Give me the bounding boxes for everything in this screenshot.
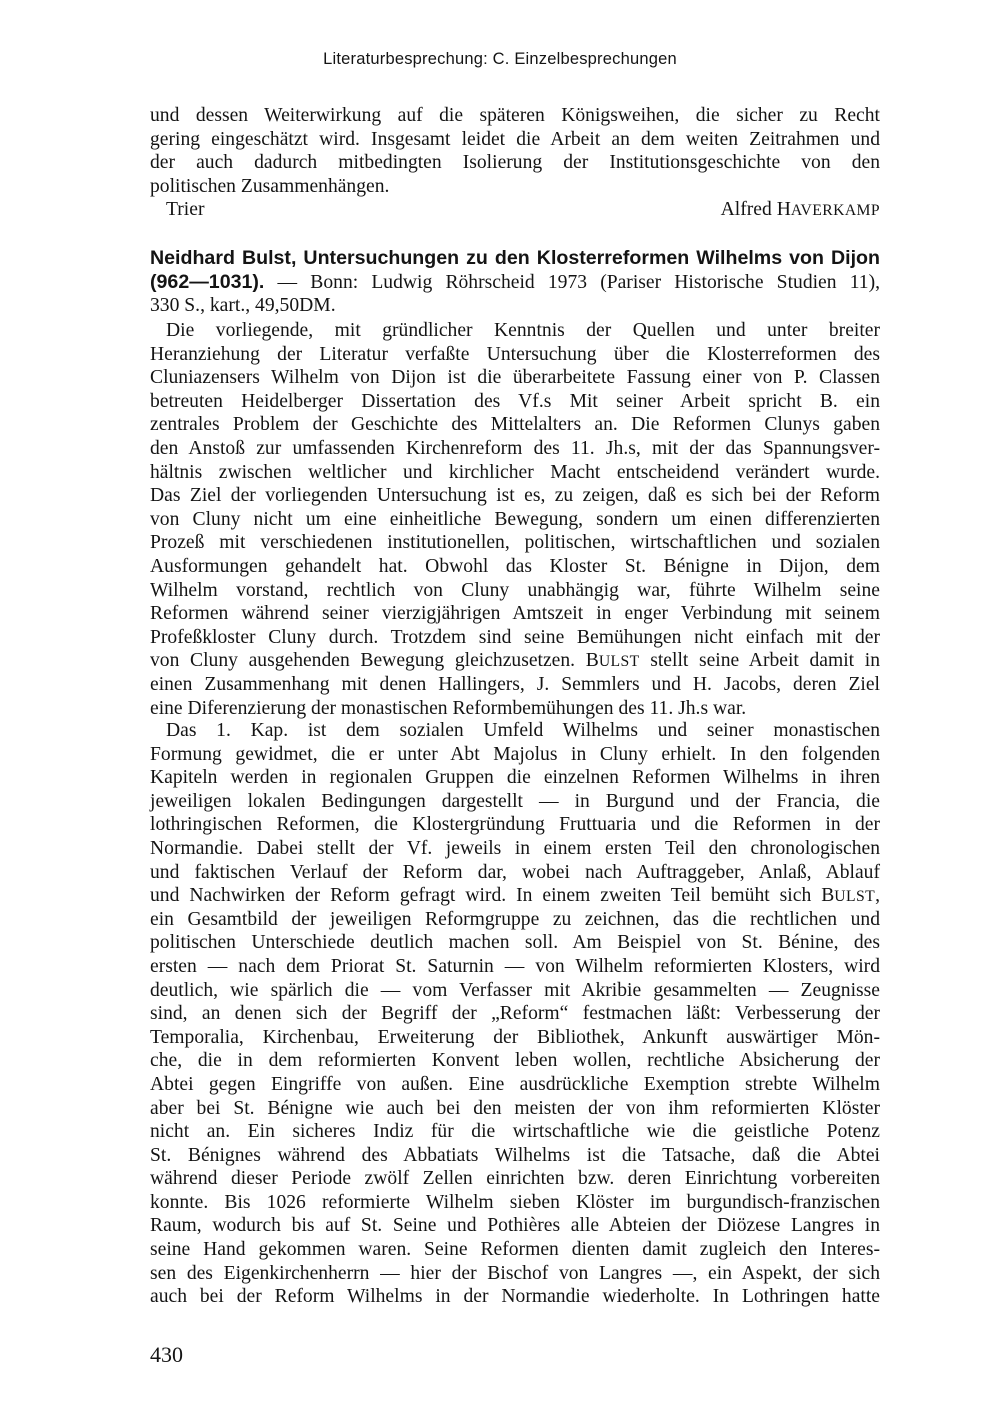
signature-place: Trier [166, 199, 205, 220]
body-paragraph-2 [150, 719, 880, 1309]
body-line: Formung gewidmet, die er unter Abt Majolus in Cluny erhielt. In den folgenden [150, 743, 880, 765]
body-line: hältnis zwischen weltlicher und kirchlicher Macht entscheidend verändert wurde. [150, 461, 880, 483]
intro-line: und dessen Weiterwirkung auf die späteren Königsweihen, die sicher zu Recht [150, 105, 880, 126]
body-line: Raum, wodurch bis auf St. Seine und Pothières alle Abteien der Diözese Langres in [150, 1215, 880, 1237]
body-line: Abtei gegen Eingriffe von außen. Eine ausdrückliche Exemption strebte Wilhelm [150, 1073, 880, 1095]
running-head: Literaturbesprechung: C. Einzelbesprechungen [323, 50, 677, 68]
body-line: Profeßkloster Cluny durch. Trotzdem sind seine Bemühungen nicht einfach mit der [150, 626, 880, 648]
body-line: sen des Eigenkirchenherrn — hier der Bischof von Langres —, ein Aspekt, der sich [150, 1262, 880, 1284]
intro-paragraph [150, 104, 880, 198]
body-line: und faktischen Verlauf der Reform dar, wobei nach Auftraggeber, Anlaß, Ablauf [150, 861, 880, 883]
body-line: nicht an. Ein sicheres Indiz für die wirtschaftliche wie die geistliche Potenz [150, 1121, 880, 1143]
body-line: Die vorliegende, mit gründlicher Kenntnis der Quellen und unter breiter [166, 320, 880, 341]
body-line: che, die in dem reformierten Konvent leben wollen, rechtliche Absicherung der [150, 1050, 880, 1072]
body-line: den Anstoß zur umfassenden Kirchenreform des 11. Jh.s, mit der das Spannungsver- [150, 437, 880, 459]
body-line: Wilhelm vorstand, rechtlich von Cluny unabhängig war, führte Wilhelm seine [150, 579, 880, 601]
body-paragraph-1 [150, 319, 880, 720]
body-line: deutlich, wie spärlich die — vom Verfasser mit Akribie gesammelten — Zeugnisse [150, 979, 880, 1001]
body-line: jeweiligen lokalen Bedingungen dargestellt — in Burgund und der Francia, die [150, 790, 880, 812]
page-number: 430 [150, 1342, 183, 1367]
body-line: von Cluny nicht um eine einheitliche Bewegung, sondern um einen differenzierten [150, 508, 880, 530]
body-line: ein Gesamtbild der jeweiligen Reformgruppe zu zeichnen, das die rechtlichen und [150, 908, 880, 930]
body-line: auch bei der Reform Wilhelms in der Normandie wiederholte. In Lothringen hatte [150, 1286, 880, 1308]
body-line: von Cluny ausgehenden Bewegung gleichzusetzen. BULST stellt seine Arbeit damit in [150, 650, 880, 672]
review-heading [150, 247, 880, 318]
body-line: seine Hand gekommen waren. Seine Reformen dienten damit zugleich den Interes- [150, 1239, 880, 1261]
body-line: Ausformungen gehandelt hat. Obwohl das Kloster St. Bénigne in Dijon, dem [150, 555, 880, 577]
signature-author: Alfred HAVERKAMP [720, 199, 880, 220]
intro-line: der auch dadurch mitbedingten Isolierung der Institutionsgeschichte von den [150, 152, 880, 174]
body-line: Cluniazensers Wilhelm von Dijon ist die überarbeitete Fassung einer von P. Classen [150, 367, 880, 389]
intro-line: gering eingeschätzt wird. Insgesamt leidet die Arbeit an dem weiten Zeitrahmen und [150, 128, 880, 150]
body-line: konnte. Bis 1026 reformierte Wilhelm sieben Klöster im burgundisch-franzischen [150, 1191, 880, 1213]
heading-price-line: 330 S., kart., 49,50DM. [150, 295, 336, 317]
body-line: zentrales Problem der Geschichte des Mittelalters an. Die Reformen Clunys gaben [150, 414, 880, 436]
body-line: St. Bénignes während des Abbatiats Wilhelms ist die Tatsache, daß die Abtei [150, 1144, 880, 1166]
body-line: Reformen während seiner vierzigjährigen Amtszeit in enger Verbindung mit seinem [150, 603, 880, 625]
body-line: Kapiteln werden in regionalen Gruppen die einzelnen Reformen Wilhelms in ihren [150, 767, 880, 789]
review-signature [150, 198, 880, 222]
body-line: betreuten Heidelberger Dissertation des Vf.s Mit seiner Arbeit spricht B. ein [150, 390, 880, 412]
heading-title-line: Neidhard Bulst, Untersuchungen zu den Klosterreformen Wilhelms von Dijon [150, 247, 880, 269]
body-line: und Nachwirken der Reform gefragt wird. In einem zweiten Teil bemüht sich BULST, [150, 885, 880, 907]
body-line: Heranziehung der Literatur verfaßte Untersuchung über die Klosterreformen des [150, 343, 880, 365]
body-line: ersten — nach dem Priorat St. Saturnin — von Wilhelm reformierten Klosters, wird [150, 955, 880, 977]
body-line: einen Zusammenhang mit denen Hallingers, J. Semmlers und H. Jacobs, deren Ziel [150, 673, 880, 695]
body-line: sind, an denen sich der Begriff der „Reform“ festmachen läßt: Verbesserung der [150, 1003, 880, 1025]
intro-line: politischen Zusammenhängen. [150, 175, 390, 197]
heading-publication-line: (962—1031). — Bonn: Ludwig Röhrscheid 1973 (Pariser Historische Studien 11), [150, 270, 880, 293]
body-line: während dieser Periode zwölf Zellen einrichten bzw. deren Einrichtung vorbereiten [150, 1168, 880, 1190]
body-line: Temporalia, Kirchenbau, Erweiterung der Bibliothek, Ankunft auswärtiger Mön- [150, 1026, 880, 1048]
body-line: aber bei St. Bénigne wie auch bei den meisten der von ihm reformierten Klöster [150, 1097, 880, 1119]
body-line: lothringischen Reformen, die Klostergründung Fruttuaria und die Reformen in der [150, 814, 880, 836]
body-line: Das 1. Kap. ist dem sozialen Umfeld Wilhelms und seiner monastischen [166, 720, 880, 741]
body-line: Prozeß mit verschiedenen institutionellen, politischen, wirtschaftlichen und sozialen [150, 532, 880, 554]
body-line: politischen Unterschiede deutlich machen soll. Am Beispiel von St. Bénine, des [150, 932, 880, 954]
body-line: Das Ziel der vorliegenden Untersuchung ist es, zu zeigen, daß es sich bei der Reform [150, 485, 880, 507]
body-line: Normandie. Dabei stellt der Vf. jeweils in einem ersten Teil den chronologischen [150, 837, 880, 859]
body-line: eine Diferenzierung der monastischen Reformbemühungen des 11. Jh.s war. [150, 697, 747, 719]
